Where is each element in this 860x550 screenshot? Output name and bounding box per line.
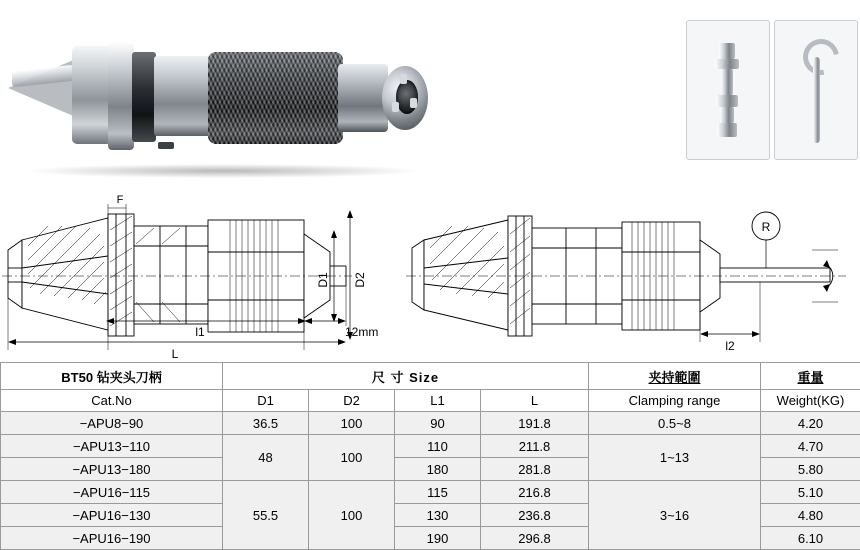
wrench-head (796, 32, 846, 82)
cell-weight: 4.80 (761, 504, 860, 527)
cell-d2: 100 (309, 412, 395, 435)
cell-cat-no: −APU13−110 (1, 435, 223, 458)
drive-slot (158, 142, 174, 149)
cell-cat-no: −APU16−115 (1, 481, 223, 504)
chuck-wrench-accessory-box (774, 20, 858, 160)
cell-l1: 180 (395, 458, 481, 481)
cell-clamping-range: 0.5~8 (589, 412, 761, 435)
flange (72, 46, 112, 144)
dimension-label-d2: D2 (353, 272, 367, 288)
chuck-bore (396, 80, 418, 114)
cell-weight: 6.10 (761, 527, 860, 550)
cell-clamping-range: 3~16 (589, 481, 761, 550)
table-clamp-header: 夹持範圍 (589, 363, 761, 390)
table-weight-header: 重量 (761, 363, 860, 390)
column-header-l1: L1 (395, 390, 481, 412)
spec-table-wrapper (0, 362, 860, 534)
column-header-d1: D1 (223, 390, 309, 412)
column-header-d2: D2 (309, 390, 395, 412)
cell-cat-no: −APU13−180 (1, 458, 223, 481)
table-row (1, 435, 860, 458)
cell-d1: 36.5 (223, 412, 309, 435)
cell-cat-no: −APU16−130 (1, 504, 223, 527)
cell-d1: 48 (223, 435, 309, 481)
dimension-label-12mm: 12mm (345, 325, 378, 339)
dimension-label-f: F (117, 194, 124, 206)
cell-l: 236.8 (481, 504, 589, 527)
chuck-jaw (392, 102, 399, 112)
chuck-wrench-accessory (801, 39, 831, 143)
cell-cat-no: −APU16−190 (1, 527, 223, 550)
table-title-row (1, 363, 860, 390)
cell-weight: 4.70 (761, 435, 860, 458)
pull-stud-accessory-box (686, 20, 770, 160)
holder-body (154, 56, 212, 136)
pull-stud-accessory (715, 43, 739, 137)
column-header-cat-no: Cat.No (1, 390, 223, 412)
dark-collar (132, 52, 156, 142)
column-header-weight: Weight(KG) (761, 390, 860, 412)
cell-l1: 115 (395, 481, 481, 504)
dimension-label-d1: D1 (316, 272, 330, 288)
bt50-drill-chuck-holder-photo (8, 22, 458, 172)
table-size-header: 尺 寸 Size (223, 363, 589, 390)
cell-d2: 100 (309, 435, 395, 481)
v-flange (108, 42, 134, 150)
chuck-jaw (400, 74, 407, 84)
cell-l: 191.8 (481, 412, 589, 435)
column-header-l: L (481, 390, 589, 412)
cell-l: 281.8 (481, 458, 589, 481)
cell-weight: 5.10 (761, 481, 860, 504)
cell-l: 296.8 (481, 527, 589, 550)
cell-l1: 190 (395, 527, 481, 550)
table-row (1, 481, 860, 504)
column-header-clamping-range: Clamping range (589, 390, 761, 412)
cell-l1: 90 (395, 412, 481, 435)
photo-area (0, 0, 860, 190)
dimension-label-l2: l2 (725, 339, 735, 353)
chuck-jaw (410, 98, 417, 108)
cell-clamping-range: 1~13 (589, 435, 761, 481)
spec-table (0, 362, 860, 550)
dimension-label-l1: l1 (195, 325, 205, 339)
knurled-sleeve (208, 52, 343, 144)
table-column-header-row (1, 390, 860, 412)
dimension-label-r: R (762, 220, 771, 234)
photo-shadow (28, 164, 418, 178)
cell-cat-no: −APU8−90 (1, 412, 223, 435)
technical-drawing-area (0, 190, 860, 362)
table-title: BT50 钻夹头刀柄 (1, 363, 223, 390)
cell-d2: 100 (309, 481, 395, 550)
cell-l1: 130 (395, 504, 481, 527)
cell-weight: 4.20 (761, 412, 860, 435)
cell-weight: 5.80 (761, 458, 860, 481)
table-row (1, 412, 860, 435)
cell-l: 211.8 (481, 435, 589, 458)
dimension-label-l: L (172, 347, 179, 361)
cell-l1: 110 (395, 435, 481, 458)
technical-drawing (0, 190, 860, 362)
cell-d1: 55.5 (223, 481, 309, 550)
chuck-nose (338, 64, 388, 132)
cell-l: 216.8 (481, 481, 589, 504)
wrench-shaft (813, 57, 820, 143)
